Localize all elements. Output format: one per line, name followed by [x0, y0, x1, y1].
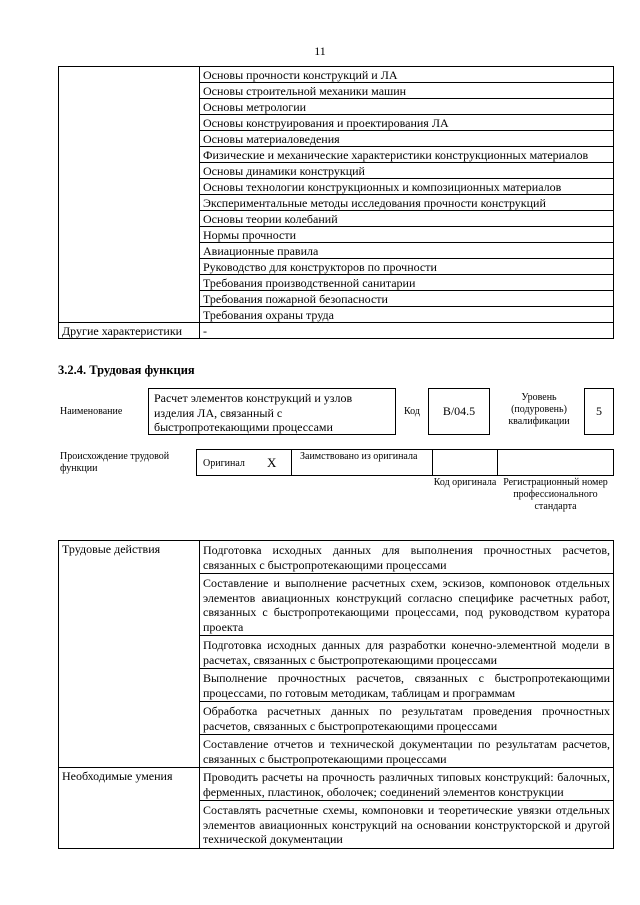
knowledge-item: Основы теории колебаний — [200, 211, 613, 227]
knowledge-item: Экспериментальные методы исследования прочности конструкций — [200, 195, 613, 211]
labor-action-item: Выполнение прочностных расчетов, связанных с быстропротекающими процессами, по готовым методикам, таблицам и программам — [200, 669, 613, 702]
borrowed-label: Заимствовано из оригинала — [300, 451, 418, 462]
labor-actions-table — [58, 540, 614, 849]
labor-action-item: Составление отчетов и технической документации по результатам расчетов, связанных с быстропротекающими процессами — [203, 737, 610, 766]
original-mark: X — [267, 455, 277, 470]
skill-item: Составлять расчетные схемы, компоновки и теоретические увязки отдельных элементов авиационных конструкций на основании конструкторской и другой технической документации — [203, 803, 610, 846]
page-number: 11 — [314, 44, 326, 58]
function-code-box: B/04.5 — [428, 388, 490, 435]
code-label: Код — [404, 406, 420, 417]
skills-cell — [200, 768, 614, 849]
knowledge-item: Основы прочности конструкций и ЛА — [200, 67, 613, 83]
knowledge-item: Основы динамики конструкций — [200, 163, 613, 179]
knowledge-item: Основы строительной механики машин — [200, 83, 613, 99]
knowledge-item: Основы технологии конструкционных и композиционных материалов — [200, 179, 613, 195]
knowledge-item: Нормы прочности — [200, 227, 613, 243]
origin-label: Происхождение трудовой функции — [60, 451, 170, 474]
knowledge-item: Требования производственной санитарии — [200, 275, 613, 291]
other-characteristics-label: Другие характеристики — [59, 323, 200, 339]
knowledge-table — [58, 66, 614, 339]
function-name-box: Расчет элементов конструкций и узлов изделия ЛА, связанный с быстропротекающими процессами — [148, 388, 396, 435]
registration-caption: Регистрационный номер профессионального стандарта — [503, 477, 608, 512]
labor-action-item: Подготовка исходных данных для разработки конечно-элементной модели в расчетах, связанных с быстропротекающими процессами — [200, 636, 613, 669]
knowledge-item: Основы материаловедения — [200, 131, 613, 147]
original-label: Оригинал — [203, 458, 245, 469]
other-characteristics-value: - — [200, 323, 614, 339]
labor-action-item: Подготовка исходных данных для выполнения прочностных расчетов, связанных с быстропротекающими процессами — [200, 541, 613, 574]
knowledge-item: Основы конструирования и проектирования ЛА — [200, 115, 613, 131]
knowledge-item: Требования пожарной безопасности — [200, 291, 613, 307]
original-box — [196, 449, 292, 476]
knowledge-item: Требования охраны труда — [203, 308, 334, 322]
knowledge-item: Авиационные правила — [200, 243, 613, 259]
level-value-box: 5 — [584, 388, 614, 435]
knowledge-item: Основы метрологии — [200, 99, 613, 115]
section-title: 3.2.4. Трудовая функция — [58, 363, 195, 377]
labor-action-item: Составление и выполнение расчетных схем, эскизов, компоновок отдельных элементов авиационных конструкций согласно специфике расчетных работ, связанных с быстропротекающими процессами, под руководством куратора проекта — [200, 574, 613, 636]
knowledge-item: Физические и механические характеристики конструкционных материалов — [200, 147, 613, 163]
code-caption: Код оригинала — [433, 477, 497, 488]
original-code-box — [432, 449, 498, 476]
labor-actions-cell — [200, 541, 614, 768]
borrowed-box — [291, 449, 433, 476]
labor-actions-label: Трудовые действия — [59, 541, 200, 768]
registration-number-box — [497, 449, 614, 476]
name-label: Наименование — [60, 406, 123, 417]
knowledge-list-cell — [200, 67, 614, 323]
skill-item: Проводить расчеты на прочность различных типовых конструкций: балочных, ферменных, пластинок, оболочек; соединений элементов конструкции — [200, 768, 613, 801]
labor-action-item: Обработка расчетных данных по результатам проведения прочностных расчетов, связанных с быстропротекающими процессами — [200, 702, 613, 735]
knowledge-item: Руководство для конструкторов по прочности — [200, 259, 613, 275]
knowledge-label-cell — [59, 67, 200, 323]
level-label: Уровень (подуровень) квалификации — [508, 392, 570, 427]
skills-label: Необходимые умения — [59, 768, 200, 849]
